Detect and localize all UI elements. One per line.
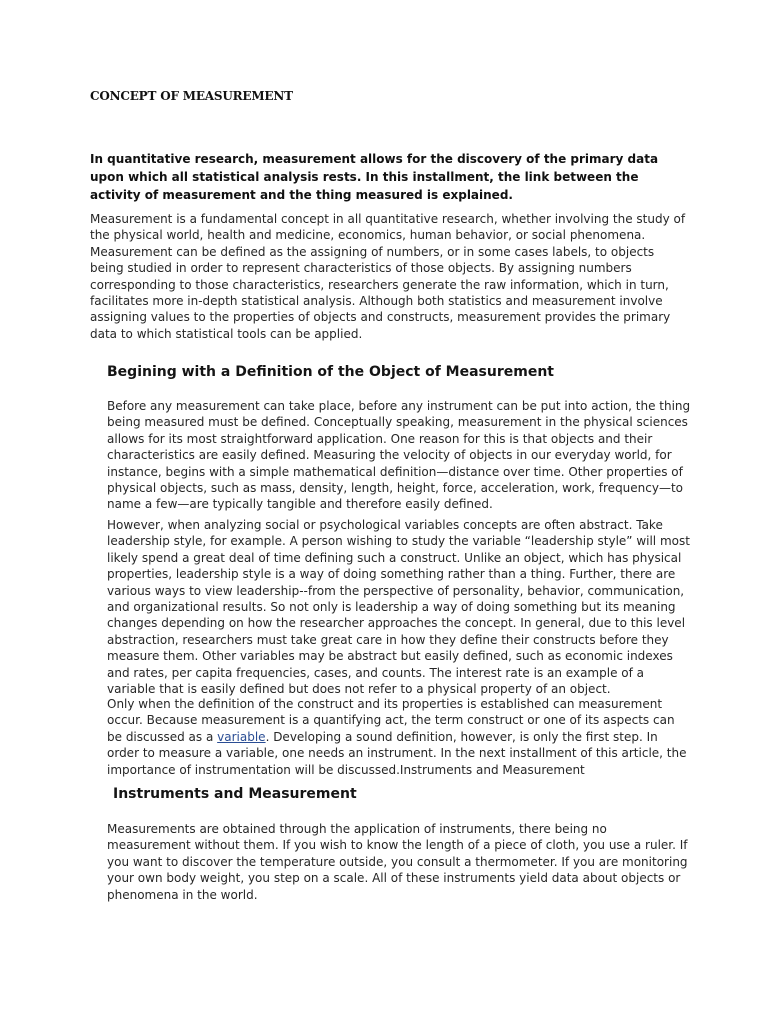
- section-heading-instruments: Instruments and Measurement: [113, 786, 357, 802]
- section-heading-definition: Begining with a Definition of the Object of Measurement: [107, 364, 555, 380]
- intro-paragraph: In quantitative research, measurement allows for the discovery of the primary data upon which all statistical analysis rests. In this installment, the link between the activity of measurement and the thing measured is explained.: [90, 152, 659, 202]
- section-2-paragraph-1: Measurements are obtained through the application of instruments, there being no measurement without them. If you wish to know the length of a piece of cloth, you use a ruler. If you want to discover the temperature outside, you consult a thermometer. If you are monitoring your own body weight, you step on a scale. All of these instruments yield data about objects or phenomena in the world.: [107, 822, 688, 902]
- document-title: CONCEPT OF MEASUREMENT: [90, 89, 293, 103]
- section-1-paragraph-3: [107, 696, 692, 778]
- section-1-paragraph-2: However, when analyzing social or psychological variables concepts are often abstract. Take leadership style, for example. A person wishing to study the variable “leadership style” will most likely spend a great deal of time defining such a construct. Unlike an object, which has physical properties, leadership style is a way of doing something rather than a thing. Further, there are various ways to view leadership--from the perspective of personality, behavior, communication, and organizational results. So not only is leadership a way of doing something but its meaning changes depending on how the researcher approaches the concept. In general, due to this level abstraction, researchers must take great care in how they define their constructs before they measure them. Other variables may be abstract but easily defined, such as economic indexes and rates, per capita frequencies, cases, and counts. The interest rate is an example of a variable that is easily defined but does not refer to a physical property of an object.: [107, 518, 690, 697]
- variable-link[interactable]: variable: [217, 729, 266, 744]
- paragraph-text: . Developing a sound definition, however, is only the first step. In order to measure a variable, one needs an instrument. In the next installment of this article, the importance of instrumentation will be discussed.Instruments and Measurement: [107, 729, 687, 777]
- body-paragraph-1: Measurement is a fundamental concept in all quantitative research, whether involving the study of the physical world, health and medicine, economics, human behavior, or social phenomena. Measurement can be defined as the assigning of numbers, or in some cases labels, to objects being studied in order to represent characteristics of those objects. By assigning numbers corresponding to those characteristics, researchers generate the raw information, which in turn, facilitates more in-depth statistical analysis. Although both statistics and measurement involve assigning values to the properties of objects and constructs, measurement provides the primary data to which statistical tools can be applied.: [90, 212, 686, 341]
- section-1-paragraph-1: Before any measurement can take place, before any instrument can be put into action, the thing being measured must be defined. Conceptually speaking, measurement in the physical sciences allows for its most straightforward application. One reason for this is that objects and their characteristics are easily defined. Measuring the velocity of objects in our everyday world, for instance, begins with a simple mathematical definition—distance over time. Other properties of physical objects, such as mass, density, length, height, force, acceleration, work, frequency—to name a few—are typically tangible and therefore easily defined.: [107, 399, 691, 512]
- paragraph-text: Only when the definition of the construct and its properties is established can measurement occur. Because measurement is a quantifying act, the term construct or one of its aspects can be discussed as a: [107, 697, 675, 744]
